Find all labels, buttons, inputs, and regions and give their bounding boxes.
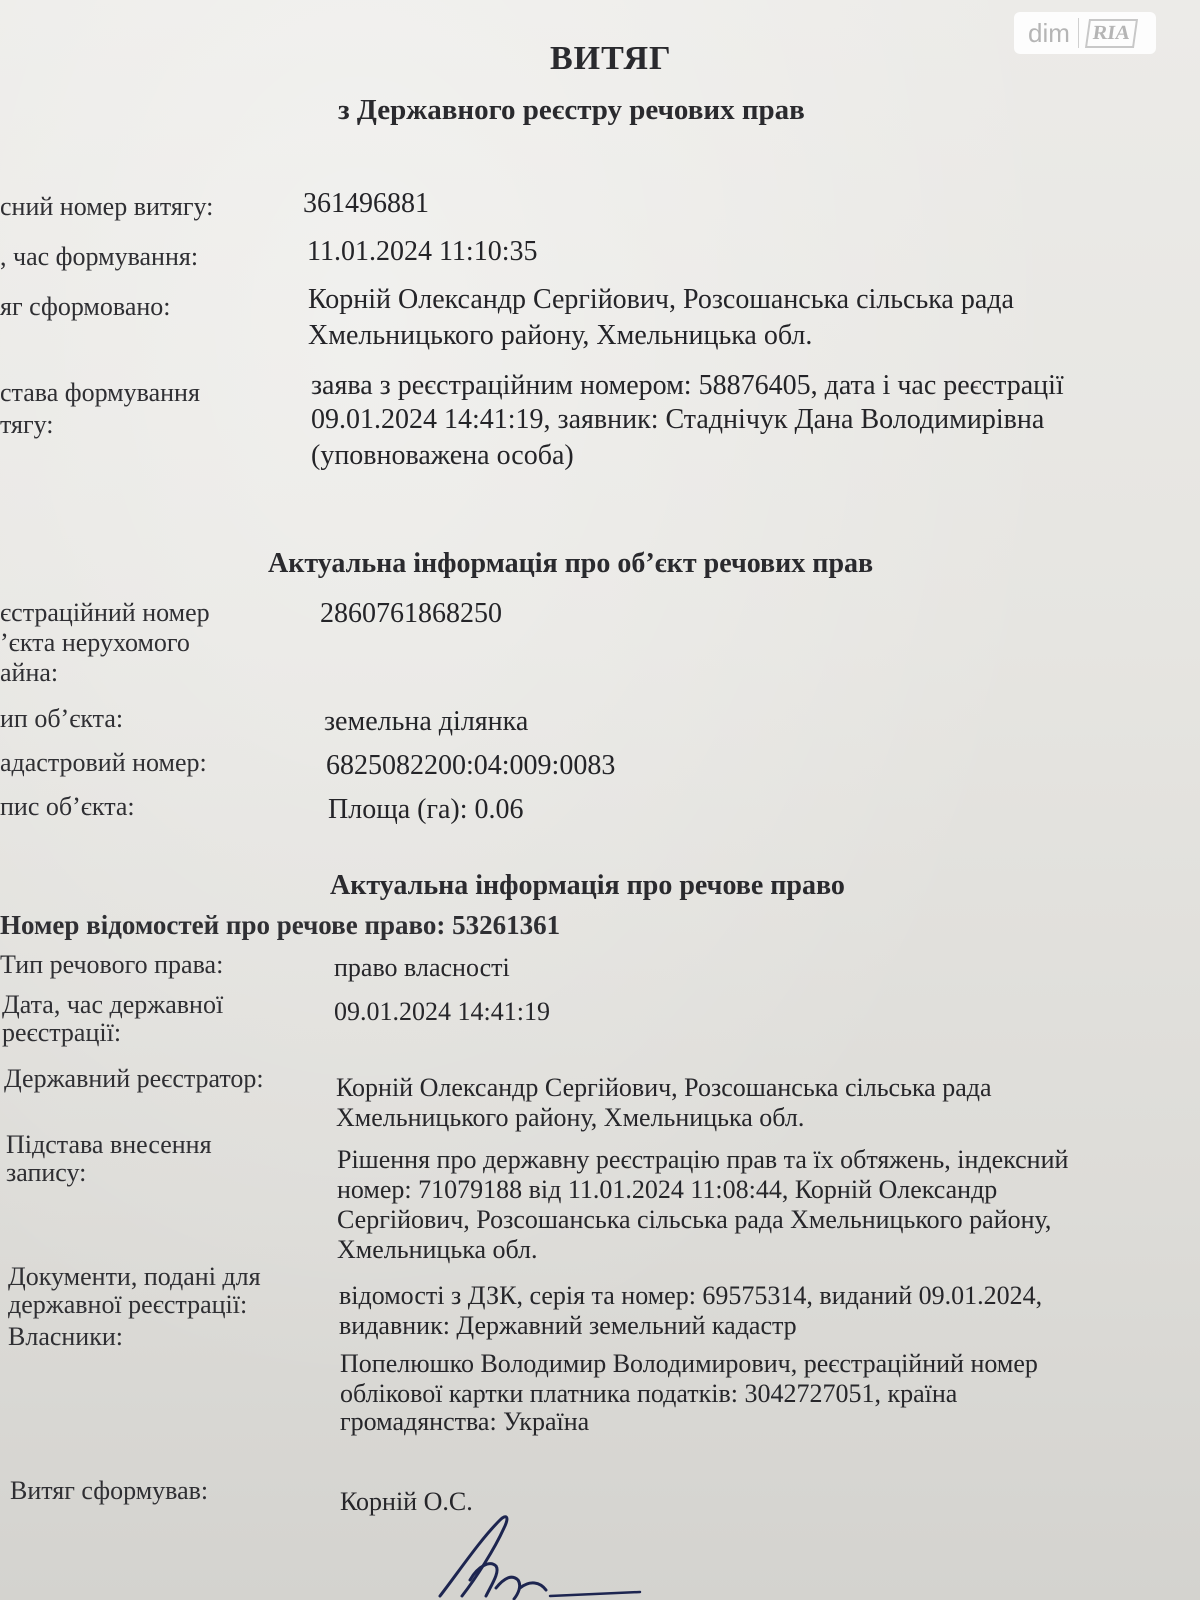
extract-formed-value-line1: Корній Олександр Сергійович, Розсошанська сільська рада	[308, 284, 1014, 315]
handwritten-signature	[400, 1500, 680, 1600]
right-owners-value-line2: облікової картки платника податків: 3042727051, країна	[340, 1379, 958, 1408]
right-entry-basis-value-line4: Хмельницька обл.	[337, 1235, 538, 1264]
extract-basis-label-line2: тягу:	[0, 410, 54, 439]
right-docs-label-line1: Документи, подані для	[8, 1262, 261, 1291]
right-docs-value-line1: відомості з ДЗК, серія та номер: 69575314, виданий 09.01.2024,	[339, 1281, 1043, 1310]
extract-basis-label-line1: става формування	[0, 378, 200, 407]
object-type-label: ип об’єкта:	[0, 704, 124, 733]
object-cadastral-value: 6825082200:04:009:0083	[326, 750, 616, 781]
object-section-heading: Актуальна інформація про об’єкт речових прав	[268, 548, 874, 579]
watermark-brand: dim	[1028, 17, 1070, 48]
right-entry-basis-value-line1: Рішення про державну реєстрацію прав та їх обтяжень, індексний	[337, 1145, 1069, 1174]
object-cadastral-label: адастровий номер:	[0, 748, 207, 777]
extract-formed-label: яг сформовано:	[0, 292, 171, 321]
extract-basis-value-line1: заява з реєстраційним номером: 58876405, дата і час реєстрації	[311, 370, 1064, 401]
right-entry-basis-label-line2: запису:	[6, 1158, 87, 1187]
right-record-number: Номер відомостей про речове право: 53261361	[0, 910, 561, 940]
document-title: ВИТЯГ	[550, 40, 672, 77]
extract-number-label: сний номер витягу:	[0, 192, 214, 221]
right-registrar-value-line2: Хмельницького району, Хмельницька обл.	[336, 1103, 805, 1132]
document-subtitle: з Державного реєстру речових прав	[338, 94, 805, 126]
right-section-heading: Актуальна інформація про речове право	[330, 870, 845, 901]
footer-formed-by-label: Витяг сформував:	[10, 1476, 209, 1505]
extract-formed-value-line2: Хмельницького району, Хмельницька обл.	[308, 320, 813, 351]
watermark-divider	[1078, 18, 1079, 48]
right-docs-label-line2: державної реєстрації:	[8, 1290, 248, 1319]
extract-time-label: , час формування:	[0, 242, 199, 271]
right-entry-basis-label-line1: Підстава внесення	[6, 1130, 212, 1159]
right-entry-basis-value-line3: Сергійович, Розсошанська сільська рада Хмельницького району,	[337, 1205, 1052, 1234]
object-desc-value: Площа (га): 0.06	[328, 794, 524, 825]
right-owners-label: Власники:	[8, 1322, 123, 1351]
extract-number-value: 361496881	[303, 188, 429, 219]
watermark	[1014, 12, 1156, 54]
right-reg-date-value: 09.01.2024 14:41:19	[334, 997, 550, 1026]
extract-time-value: 11.01.2024 11:10:35	[307, 236, 538, 267]
object-reg-label-line3: айна:	[0, 658, 59, 687]
right-type-value: право власності	[334, 953, 510, 982]
right-registrar-value-line1: Корній Олександр Сергійович, Розсошанська сільська рада	[336, 1073, 992, 1102]
right-reg-date-label-line2: реєстрації:	[2, 1018, 122, 1047]
object-reg-label-line1: єстраційний номер	[0, 598, 210, 627]
extract-basis-value-line2: 09.01.2024 14:41:19, заявник: Стаднічук Дана Володимирівна	[311, 404, 1045, 435]
right-entry-basis-value-line2: номер: 71079188 від 11.01.2024 11:08:44, Корній Олександр	[337, 1175, 998, 1204]
right-docs-value-line2: видавник: Державний земельний кадастр	[339, 1311, 797, 1340]
object-reg-value: 2860761868250	[320, 598, 502, 629]
watermark-logo: RIA	[1085, 19, 1138, 48]
object-reg-label-line2: ’єкта нерухомого	[0, 628, 190, 657]
object-desc-label: пис об’єкта:	[0, 792, 135, 821]
right-type-label: Тип речового права:	[0, 950, 224, 979]
right-owners-value-line1: Попелюшко Володимир Володимирович, реєстраційний номер	[340, 1349, 1038, 1378]
footer-formed-by-value: Корній О.С.	[340, 1487, 473, 1516]
right-owners-value-line3: громадянства: Україна	[340, 1407, 590, 1436]
object-type-value: земельна ділянка	[324, 706, 529, 737]
right-reg-date-label-line1: Дата, час державної	[2, 990, 224, 1019]
extract-basis-value-line3: (уповноважена особа)	[311, 440, 574, 471]
right-registrar-label: Державний реєстратор:	[4, 1064, 264, 1093]
